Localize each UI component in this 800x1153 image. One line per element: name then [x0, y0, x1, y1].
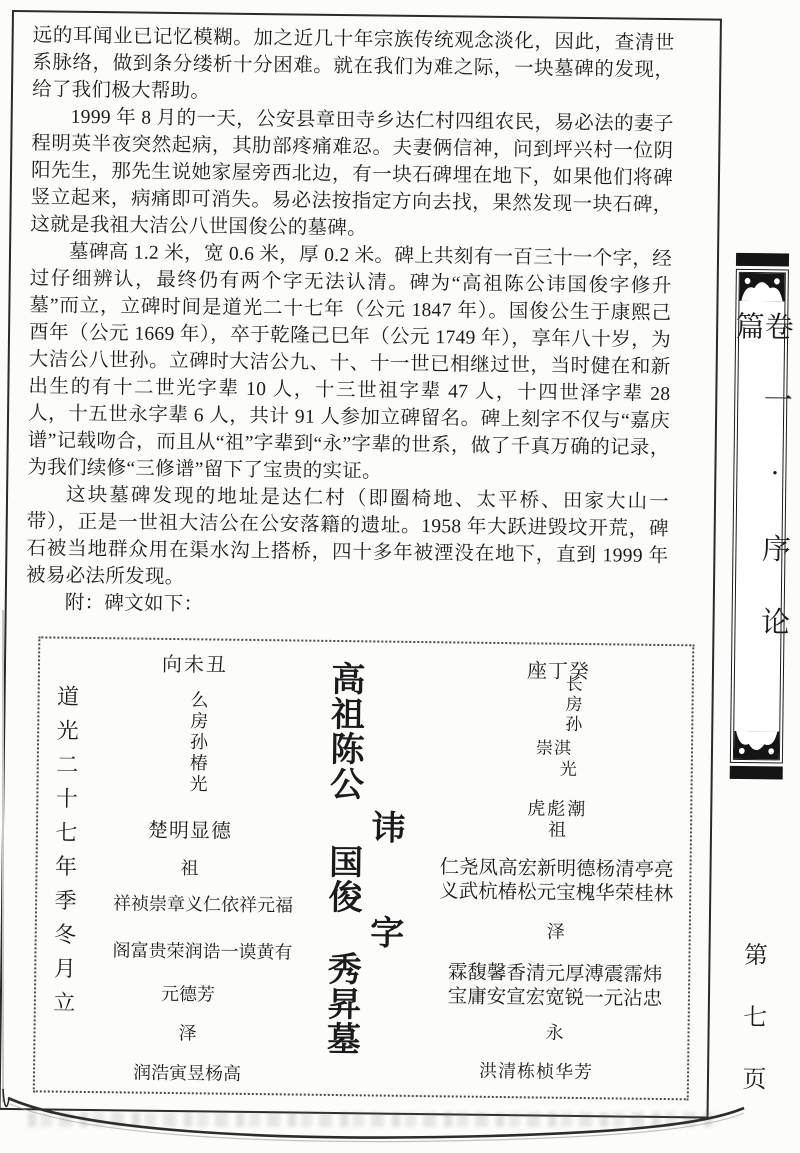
stele-line: 祖 [180, 858, 199, 879]
stele-left-orientation: 向未丑 [161, 653, 229, 677]
body-text [26, 22, 675, 624]
stele-right-name-column: 长房孙 [562, 674, 582, 735]
stele-line: 义武杭椿松元宝槐华荣桂林 [439, 881, 674, 906]
stele-inscription-box [33, 636, 695, 1100]
stele-right-orientation: 座丁癸 [526, 660, 591, 684]
stele-line: 元德芳 [160, 983, 216, 1005]
stele-line: 虎彪潮 [527, 798, 588, 820]
stele-line: 阁富贵荣润诰一谟黄有 [112, 940, 293, 963]
stele-line: 霖馥馨香清元厚溥震霈炜 [447, 962, 663, 987]
stele-title-part: 字 [364, 914, 402, 950]
ornament-bottom-icon [734, 731, 779, 760]
stele-title-part: 国俊 [322, 843, 361, 915]
stele-line: 仁尧凤高宏新明德杨清亭亮 [439, 857, 674, 882]
stele-line: 永 [545, 1022, 564, 1043]
stele-title-part: 高祖陈公 [324, 660, 364, 802]
page-curl-line [0, 1088, 800, 1143]
tab-banner [730, 269, 793, 764]
paragraph: 墓碑高 1.2 米，宽 0.6 米，厚 0.2 米。碑上共刻有一百三十一个字，经过仔细辨认，最终仍有两个字无法认清。碑为“高祖陈公讳国俊字修升墓”而立，立碑时间是道光二十七年（公元 1847 年）。国俊公生于康熙己酉年（公元 1669 年），卒于乾隆己巳年（公元 1749 年），享年八十岁，为大洁公八世孙。立碑时大洁公九、十、十一世已相继过世，当时健在和新出生的有十二世光字辈 10 人，十三世祖字辈 47 人，十四世泽字辈 28 人，十五世永字辈 6 人，共计 91 人参加立碑留名。碑上刻字不仅与“嘉庆谱”记载吻合，而且从“祖”字辈到“永”字辈的世系，做了千真万确的记录，为我们续修“三修谱”留下了宝贵的实证。 [27, 241, 673, 483]
stele-line: 洪清栋桢华芳 [478, 1060, 594, 1083]
paragraph: 远的耳闻业已记忆模糊。加之近几十年宗族传统观念淡化，因此，查清世系脉络，做到条分缕析十分困难。就在我们为难之际，一块墓碑的发现，给了我们极大帮助。 [31, 25, 675, 103]
stele-line: 泽 [546, 921, 565, 942]
stele-right-name-column-end: 光 [559, 759, 577, 779]
stele-line: 祥祯崇章义仁依祥元福 [112, 893, 294, 916]
stele-right-name-pair: 崇淇 [535, 738, 573, 758]
tab-cap-bottom [730, 766, 783, 780]
paper-edge-line [2, 610, 4, 1102]
volume-tab-label: 卷一·序论篇 [730, 310, 793, 680]
stele-left-name-column: 么房孙椿光 [187, 690, 209, 796]
volume-tab [730, 253, 793, 786]
paragraph: 1999 年 8 月的一天，公安县章田寺乡达仁村四组农民，易必法的妻子程明英半夜突然起病，其肋部疼痛难忍。夫妻俩信神，问到坪兴村一位阴阳先生，那先生说她家屋旁西北边，有一块石碑埋在地下，如果他们将碑竖立起来，病痛即可消失。易必法按指定方向去找，果然发现一块石碑，这就是我祖大洁公八世国俊公的墓碑。 [30, 106, 674, 240]
paragraph: 这块墓碑发现的地址是达仁村（即圈椅地、太平桥、田家大山一带），正是一世祖大洁公在公安落籍的遗址。1958 年大跃进毁坟开荒，碑石被当地群众用在渠水沟上搭桥，四十多年被湮没在地下，直到 1999 年被易必法所发现。 [25, 484, 670, 589]
stele-line: 泽 [178, 1023, 197, 1044]
ornament-top-icon [740, 273, 785, 302]
stele-title-part: 讳 [365, 809, 404, 845]
page-number: 第七页 [737, 941, 766, 1129]
stele-title-part: 秀昇墓 [321, 950, 360, 1057]
stele-date-column: 道光二十七年季冬月立 [50, 684, 80, 1025]
tab-banner-inner [730, 272, 793, 761]
stele-line: 宝庸安宣宏宽锐一元沾忠 [447, 986, 663, 1011]
stele-line: 祖 [547, 819, 567, 840]
paragraph: 附：碑文如下： [64, 592, 204, 616]
tab-cap-top [736, 253, 789, 267]
stele-line: 楚明显德 [147, 819, 233, 843]
stele-line: 润浩寅昱杨高 [132, 1062, 242, 1084]
